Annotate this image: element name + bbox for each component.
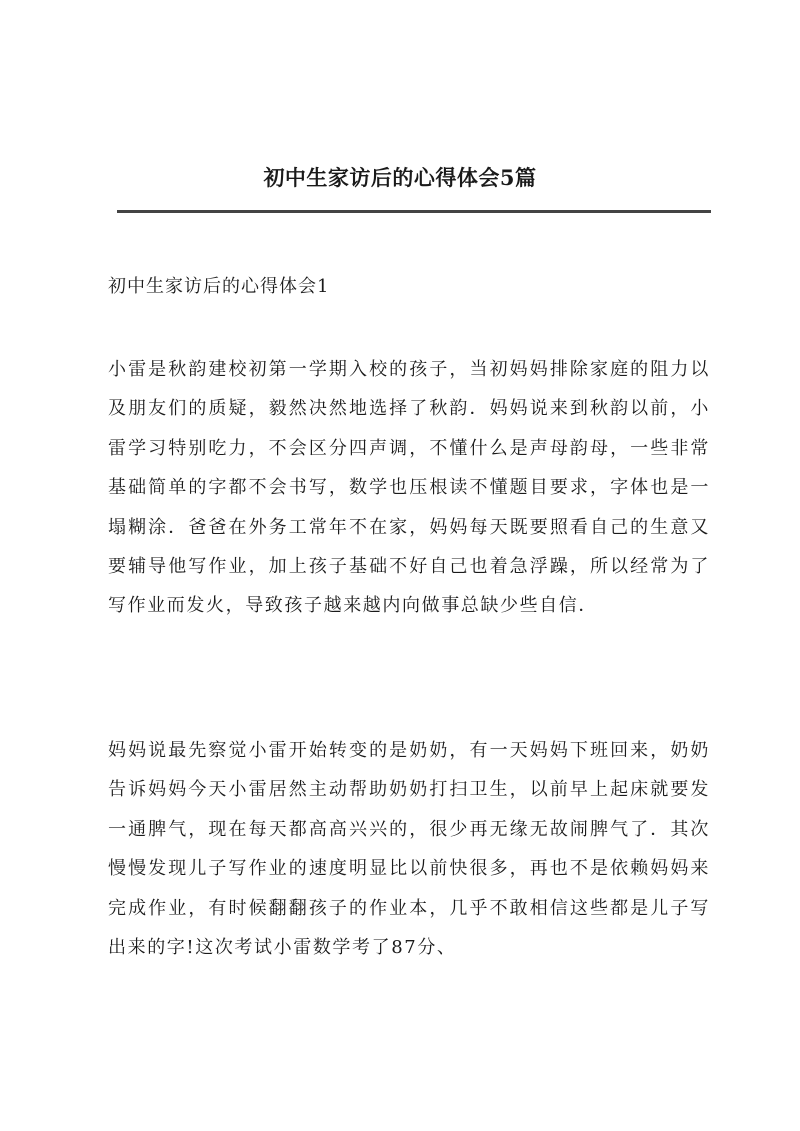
body-paragraph-2: 妈妈说最先察觉小雷开始转变的是奶奶，有一天妈妈下班回来，奶奶告诉妈妈今天小雷居然主动帮助奶奶打扫卫生，以前早上起床就要发一通脾气，现在每天都高高兴兴的，很少再无缘无故闹脾气了．其次慢慢发现儿子写作业的速度明显比以前快很多，再也不是依赖妈妈来完成作业，有时候翻翻孩子的作业本，几乎不敢相信这些都是儿子写出来的字!这次考试小雷数学考了87分、 bbox=[108, 740, 710, 959]
section-heading: 初中生家访后的心得体会1 bbox=[108, 276, 330, 297]
title-underline-divider bbox=[117, 210, 711, 213]
body-paragraph-1: 小雷是秋韵建校初第一学期入校的孩子，当初妈妈排除家庭的阻力以及朋友们的质疑，毅然决然地选择了秋韵．妈妈说来到秋韵以前，小雷学习特别吃力，不会区分四声调，不懂什么是声母韵母，一些非常基础简单的字都不会书写，数学也压根读不懂题目要求，字体也是一塌糊涂．爸爸在外务工常年不在家，妈妈每天既要照看自己的生意又要辅导他写作业，加上孩子基础不好自己也着急浮躁，所以经常为了写作业而发火，导致孩子越来越内向做事总缺少些自信． bbox=[108, 359, 710, 617]
page-title: 初中生家访后的心得体会5篇 bbox=[263, 165, 537, 190]
